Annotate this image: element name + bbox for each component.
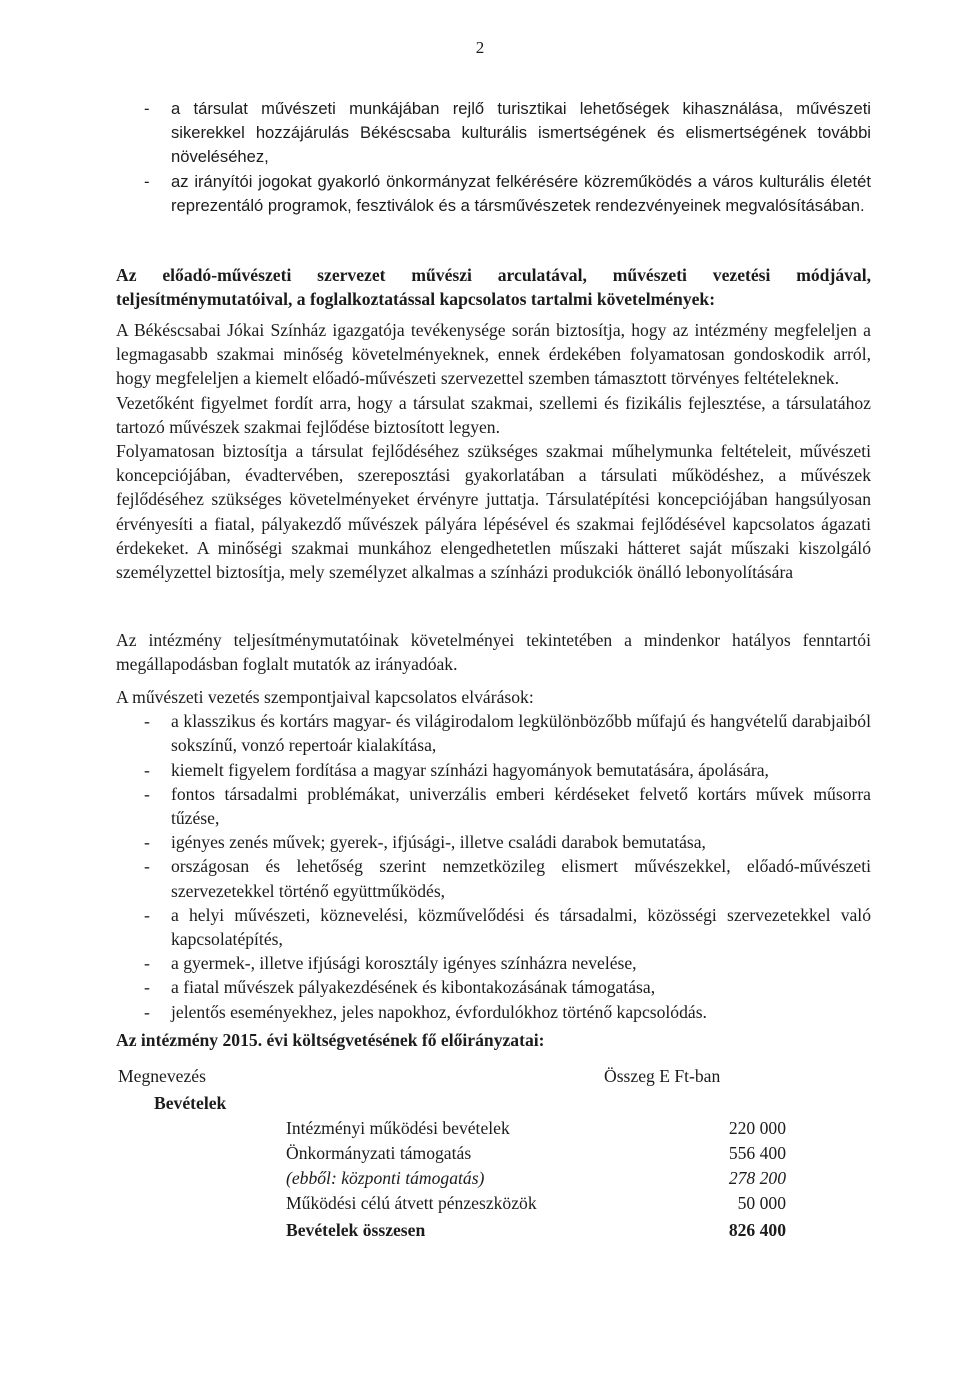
list-item: - kiemelt figyelem fordítása a magyar színházi hagyományok bemutatására, ápolására, [116, 758, 871, 782]
list-item: - a társulat művészeti munkájában rejlő turisztikai lehetőségek kihasználása, művészeti sikerekkel hozzájárulás Békéscsaba kulturális ismertségének és elismertségének további növeléséhez, [116, 97, 871, 170]
revenue-section-label: Bevételek [154, 1093, 227, 1113]
paragraph-group [116, 318, 871, 584]
list-item: - a klasszikus és kortárs magyar- és világirodalom legkülönbözőbb műfajú és hangvételű darabjaiból sokszínű, vonzó repertoár kialakítása, [116, 709, 871, 757]
column-header-name: Megnevezés [118, 1066, 206, 1086]
row-amount: 220 000 [728, 1118, 786, 1138]
paragraph: Vezetőként figyelmet fordít arra, hogy a társulat szakmai, szellemi és fizikális fejlesztése, a társulatához tartozó művészek szakmai fejlődése biztosított legyen. [116, 392, 871, 437]
section-heading: Az előadó-művészeti szervezet művészi arculatával, művészeti vezetési módjával, teljesítménymutatóival, a foglalkoztatással kapcsolatos tartalmi követelmények: [116, 265, 871, 310]
list-item: - a gyermek-, illetve ifjúsági korosztály igényes színházra nevelése, [116, 951, 871, 975]
row-amount: 826 400 [728, 1220, 786, 1240]
row-label: Bevételek összesen [286, 1220, 426, 1240]
budget-heading: Az intézmény 2015. évi költségvetésének fő előirányzatai: [116, 1030, 545, 1050]
row-label: (ebből: központi támogatás) [286, 1168, 485, 1188]
table-row-total [286, 1220, 786, 1244]
table-row [286, 1168, 786, 1192]
top-bullet-list [116, 97, 871, 218]
list-item: - a fiatal művészek pályakezdésének és kibontakozásának támogatása, [116, 975, 871, 999]
table-row [286, 1193, 786, 1217]
row-label: Intézményi működési bevételek [286, 1118, 510, 1138]
expectations-block [116, 685, 871, 1024]
paragraph-group [116, 628, 871, 676]
paragraph: A művészeti vezetés szempontjaival kapcsolatos elvárások: [116, 687, 534, 707]
row-amount: 556 400 [728, 1143, 786, 1163]
list-item: - országosan és lehetőség szerint nemzetközileg elismert művészekkel, előadó-művészeti szervezetekkel történő együttműködés, [116, 854, 871, 902]
page-number: 2 [475, 38, 485, 57]
paragraph: A Békéscsabai Jókai Színház igazgatója tevékenysége során biztosítja, hogy az intézmény megfeleljen a legmagasabb szakmai minőség követelményeknek, ennek érdekében folyamatosan gondoskodik arról, hogy megfeleljen a kiemelt előadó-művészeti szervezettel szemben támasztott törvényes feltételeknek. [116, 320, 871, 389]
row-amount: 278 200 [728, 1168, 786, 1188]
list-item: - a helyi művészeti, köznevelési, közművelődési és társadalmi, közösségi szervezetekkel való kapcsolatépítés, [116, 903, 871, 951]
table-row [286, 1118, 786, 1142]
row-amount: 50 000 [737, 1193, 786, 1213]
row-label: Működési célú átvett pénzeszközök [286, 1193, 537, 1213]
list-item: - jelentős eseményekhez, jeles napokhoz, évfordulókhoz történő kapcsolódás. [116, 1000, 871, 1024]
list-item: - az irányítói jogokat gyakorló önkormányzat felkérésére közreműködés a város kulturális életét reprezentáló programok, fesztiválok és a társművészetek rendezvényeinek megvalósításában. [116, 170, 871, 218]
list-item: - fontos társadalmi problémákat, univerzális emberi kérdéseket felvető kortárs művek műsorra tűzése, [116, 782, 871, 830]
row-label: Önkormányzati támogatás [286, 1143, 472, 1163]
paragraph: Az intézmény teljesítménymutatóinak követelményei tekintetében a mindenkor hatályos fenntartói megállapodásban foglalt mutatók az irányadóak. [116, 630, 871, 675]
column-header-amount: Összeg E Ft-ban [604, 1066, 721, 1086]
paragraph: Folyamatosan biztosítja a társulat fejlődéséhez szükséges szakmai műhelymunka feltételeit, művészeti koncepciójában, évadtervében, szereposztási gyakorlatában a társulati működéshez, a művészek fejlődéséhez szükséges követelményeket érvényre juttatja. Társulatépítési koncepciójában hangsúlyosan érvényesíti a fiatal, pályakezdő művészek pályára lépésével és szakmai fejlődésével kapcsolatos ágazati érdekeket. A minőségi szakmai munkához elengedhetetlen műszaki hátteret saját műszaki kiszolgáló személyzettel biztosítja, mely személyzet alkalmas a színházi produkciók önálló lebonyolítására [116, 441, 871, 583]
table-row [286, 1143, 786, 1167]
list-item: - igényes zenés művek; gyerek-, ifjúsági-, illetve családi darabok bemutatása, [116, 830, 871, 854]
